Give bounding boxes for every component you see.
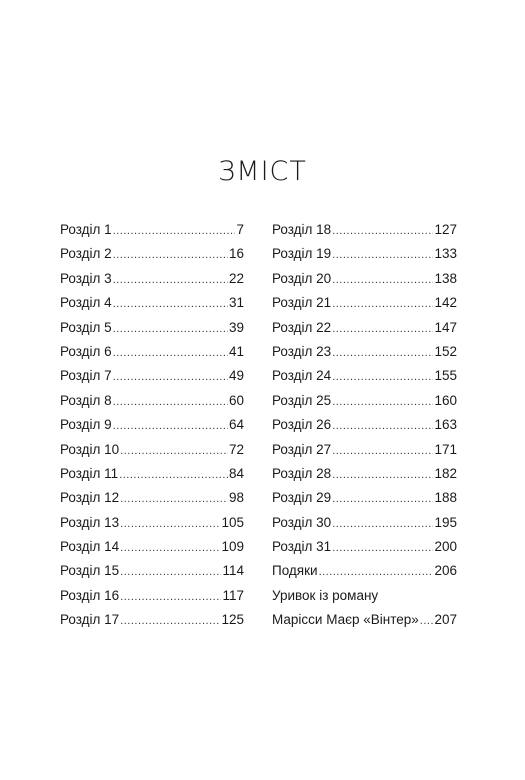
toc-entry-page-number: 49: [228, 368, 244, 384]
toc-entry-page-number: 127: [434, 222, 457, 237]
page-title: ЗМІСТ: [218, 156, 307, 187]
toc-entry-page-number: 39: [228, 319, 244, 335]
toc-entry-label: Розділ 25: [272, 392, 332, 408]
toc-entry-page-number: 125: [221, 612, 244, 628]
toc-entry-page-number: 160: [434, 392, 457, 408]
toc-entry-label: Розділ 15: [60, 563, 120, 579]
toc-entry[interactable]: [60, 340, 244, 364]
dot-leader: [332, 219, 433, 243]
toc-entry-label: Розділ 24: [272, 368, 332, 384]
toc-entry-label: Розділ 8: [60, 392, 112, 408]
toc-entry[interactable]: [272, 535, 457, 559]
toc-entry-page-number: 147: [434, 319, 457, 335]
dot-leader: [120, 512, 220, 536]
toc-entry-page-number: 117: [222, 587, 244, 603]
toc-entry[interactable]: [272, 267, 457, 291]
toc-entry[interactable]: [60, 291, 244, 315]
dot-leader: [120, 585, 221, 609]
toc-entry-page-number: 171: [434, 441, 457, 457]
toc-entry[interactable]: [60, 389, 244, 413]
toc-entry-page-number: 195: [434, 514, 457, 530]
toc-entry[interactable]: [60, 364, 244, 388]
toc-entry[interactable]: [272, 559, 457, 583]
toc-entry-label: Розділ 2: [60, 246, 112, 262]
toc-entry-label: Подяки: [272, 563, 318, 579]
toc-entry-page-number: 163: [434, 417, 457, 433]
toc-entry[interactable]: [60, 413, 244, 437]
toc-entry-page-number: 207: [434, 612, 457, 628]
toc-right-column: [272, 218, 457, 633]
dot-leader: [420, 609, 434, 633]
toc-entry-label: Розділ 17: [60, 612, 120, 628]
dot-leader: [120, 536, 220, 560]
dot-leader: [120, 487, 228, 511]
toc-entry-label: Розділ 10: [60, 441, 120, 457]
toc-entry-page-number: 41: [228, 343, 244, 359]
toc-entry-page-number: 155: [434, 368, 457, 384]
dot-leader: [332, 414, 433, 438]
toc-entry-label: Розділ 19: [272, 246, 332, 262]
toc-entry[interactable]: [272, 242, 457, 266]
toc-entry[interactable]: [60, 218, 244, 242]
dot-leader: [120, 439, 228, 463]
toc-entry[interactable]: [272, 413, 457, 437]
toc-entry[interactable]: [272, 291, 457, 315]
toc-entry-page-number: 200: [434, 539, 457, 555]
toc-entry[interactable]: [60, 316, 244, 340]
toc-entry-page-number: 114: [222, 563, 244, 579]
dot-leader: [332, 365, 433, 389]
dot-leader: [332, 268, 433, 292]
toc-entry-page-number: 152: [434, 343, 457, 359]
dot-leader: [332, 536, 433, 560]
dot-leader: [332, 292, 433, 316]
toc-entry-page-number: 16: [228, 246, 244, 262]
toc-entry-page-number: 60: [228, 392, 244, 408]
toc-entry[interactable]: [60, 267, 244, 291]
toc-entry[interactable]: [272, 316, 457, 340]
toc-entry-label: Розділ 26: [272, 417, 332, 433]
toc-entry-label: Розділ 21: [272, 295, 332, 311]
toc-entry-label: Розділ 20: [272, 270, 332, 286]
toc-entry-page-number: 64: [228, 417, 244, 433]
toc-entry-label: Розділ 6: [60, 343, 112, 359]
toc-entry[interactable]: [60, 242, 244, 266]
toc-entry-label: Розділ 7: [60, 368, 112, 384]
toc-entry-label: Розділ 23: [272, 343, 332, 359]
toc-entry[interactable]: [272, 218, 457, 242]
toc-entry[interactable]: [272, 486, 457, 510]
toc-entry-label: Розділ 29: [272, 490, 332, 506]
toc-entry[interactable]: [60, 486, 244, 510]
toc-entry-page-number: 105: [221, 514, 244, 530]
dot-leader: [332, 390, 433, 414]
toc-left-column: [60, 218, 244, 633]
dot-leader: [332, 439, 433, 463]
toc-entry[interactable]: [60, 584, 244, 608]
toc-entry-page-number: 188: [434, 490, 457, 506]
dot-leader: [332, 512, 433, 536]
toc-entry-label: Марісси Маєр «Вінтер»: [272, 612, 419, 628]
dot-leader: [319, 560, 434, 584]
toc-entry-label: Розділ 4: [60, 295, 112, 311]
toc-entry-page-number: 109: [221, 539, 244, 555]
toc-entry-page-number: 206: [434, 563, 457, 579]
toc-entry[interactable]: [272, 389, 457, 413]
toc-entry[interactable]: [60, 608, 244, 632]
dot-leader: [113, 268, 228, 292]
toc-entry-page-number: 138: [434, 270, 457, 286]
toc-entry[interactable]: [272, 364, 457, 388]
toc-entry-page-number: 98: [228, 490, 244, 506]
dot-leader: [120, 560, 221, 584]
toc-entry-label: Розділ 27: [272, 441, 332, 457]
toc-entry-label: Розділ 12: [60, 490, 120, 506]
dot-leader: [119, 463, 228, 487]
toc-entry-label: Розділ 31: [272, 539, 332, 555]
toc-entry-label: Розділ 1: [60, 222, 112, 237]
dot-leader: [113, 414, 228, 438]
dot-leader: [113, 243, 228, 267]
dot-leader: [113, 219, 236, 243]
toc-entry-page-number: 22: [228, 270, 244, 286]
toc-entry-page-number: 31: [228, 295, 244, 311]
toc-entry-page-number: 182: [434, 465, 457, 481]
toc-entry-page-number: 142: [434, 295, 457, 311]
toc-entry-label: Розділ 18: [272, 222, 332, 237]
toc-entry-label: Розділ 13: [60, 514, 120, 530]
dot-leader: [332, 243, 433, 267]
toc-entry-page-number: 72: [228, 441, 244, 457]
dot-leader: [120, 609, 220, 633]
dot-leader: [113, 292, 228, 316]
toc-entry-label: Розділ 5: [60, 319, 112, 335]
toc-entry-label: Розділ 16: [60, 587, 120, 603]
toc-entry[interactable]: [60, 438, 244, 462]
toc-entry[interactable]: [272, 511, 457, 535]
excerpt-heading-line: Уривок із роману: [272, 587, 379, 603]
toc-entry[interactable]: [272, 462, 457, 486]
toc-entry-label: Розділ 30: [272, 514, 332, 530]
dot-leader: [113, 317, 228, 341]
toc-entry-label: Розділ 22: [272, 319, 332, 335]
dot-leader: [113, 365, 228, 389]
dot-leader: [113, 390, 228, 414]
toc-entry-page-number: 7: [236, 222, 244, 237]
toc-entry-label: Розділ 28: [272, 465, 332, 481]
toc-entry[interactable]: [60, 559, 244, 583]
toc-entry[interactable]: [272, 608, 457, 632]
toc-entry-page-number: 133: [434, 246, 457, 262]
toc-entry-label: Розділ 9: [60, 417, 112, 433]
toc-entry[interactable]: [60, 535, 244, 559]
dot-leader: [332, 317, 433, 341]
toc-entry-page-number: 84: [228, 465, 244, 481]
toc-entry-label: Розділ 14: [60, 539, 120, 555]
toc-entry[interactable]: [272, 438, 457, 462]
dot-leader: [113, 341, 228, 365]
toc-entry-label: Розділ 11: [60, 465, 119, 481]
dot-leader: [332, 341, 433, 365]
toc-entry[interactable]: [60, 462, 244, 486]
dot-leader: [332, 487, 433, 511]
toc-entry[interactable]: [60, 511, 244, 535]
toc-entry[interactable]: [272, 340, 457, 364]
dot-leader: [332, 463, 433, 487]
toc-entry-label: Розділ 3: [60, 270, 112, 286]
